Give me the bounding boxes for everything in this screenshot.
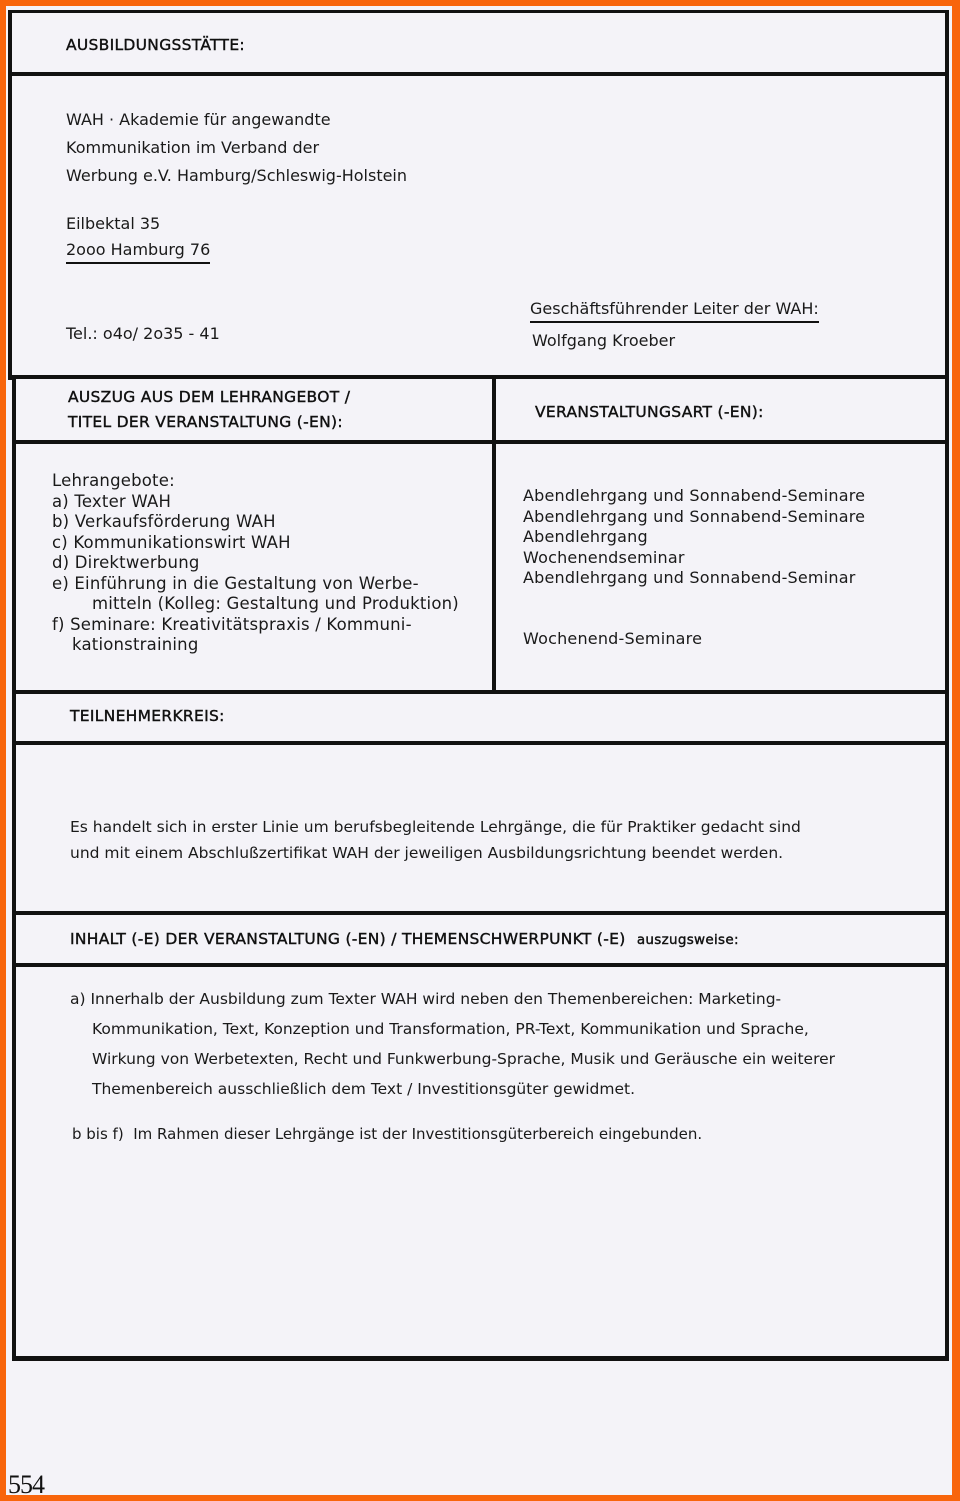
list-item: b) Verkaufsförderung WAH — [52, 512, 276, 531]
list-item: Lehrangebote: — [52, 471, 175, 490]
phone: Tel.: o4o/ 2o35 - 41 — [66, 324, 220, 343]
teilnehmerkreis-text — [70, 814, 801, 866]
list-item: c) Kommunikationswirt WAH — [52, 532, 291, 552]
inhalt-para-b: b bis f) Im Rahmen dieser Lehrgänge ist der Investitionsgüterbereich eingebunden. — [72, 1125, 703, 1143]
list-item: Wochenendseminar — [523, 547, 685, 567]
list-item: d) Direktwerbung — [52, 553, 200, 572]
city-text: 2ooo Hamburg 76 — [66, 240, 210, 264]
list-item: Abendlehrgang und Sonnabend-Seminar — [523, 568, 856, 587]
list-item: e) Einführung in die Gestaltung von Werbe- — [52, 573, 419, 593]
rule-left-outer — [8, 10, 12, 380]
text-line: a) Innerhalb der Ausbildung zum Texter WAH wird neben den Themenbereichen: Marketing- — [70, 990, 782, 1008]
list-item: Abendlehrgang — [523, 527, 648, 546]
inhalt-para-a — [70, 984, 835, 1104]
rule-left-lower — [12, 376, 16, 1361]
street: Eilbektal 35 — [66, 214, 161, 233]
list-item: Abendlehrgang und Sonnabend-Seminare — [523, 486, 866, 505]
rule-middle — [492, 376, 496, 692]
director-name: Wolfgang Kroeber — [532, 331, 676, 350]
list-item: f) Seminare: Kreativitätspraxis / Kommuni- — [52, 614, 412, 634]
inhalt-label-main: INHALT (-E) DER VERANSTALTUNG (-EN) / THEMENSCHWERPUNKT (-E) — [70, 930, 626, 948]
rule-6 — [12, 911, 949, 915]
institution-line: WAH · Akademie für angewandte — [66, 110, 331, 129]
rule-2 — [8, 375, 949, 379]
page-number: 554 — [8, 1470, 44, 1499]
lehrangebot-label-line2: TITEL DER VERANSTALTUNG (-EN): — [68, 413, 343, 431]
rule-1 — [8, 72, 949, 76]
veranstaltungsart-label: VERANSTALTUNGSART (-EN): — [535, 403, 764, 421]
text-line: Themenbereich ausschließlich dem Text / Investitionsgüter gewidmet. — [92, 1080, 635, 1098]
text-line: Wirkung von Werbetexten, Recht und Funkwerbung-Sprache, Musik und Geräusche ein weiterer — [92, 1050, 836, 1068]
lehrangebot-label-line1: AUSZUG AUS DEM LEHRANGEBOT / — [68, 388, 351, 406]
rule-bottom — [12, 1356, 949, 1361]
rule-right-outer — [945, 10, 949, 1360]
list-item: kationstraining — [72, 635, 199, 654]
veranstaltungsart-list — [523, 486, 865, 649]
institution-address — [66, 106, 407, 190]
rule-3 — [12, 440, 949, 444]
ausbildungsstaette-label: AUSBILDUNGSSTÄTTE: — [66, 36, 245, 54]
director-label — [530, 297, 819, 321]
list-item: Wochenend-Seminare — [523, 628, 703, 648]
text-line: Kommunikation, Text, Konzeption und Transformation, PR-Text, Kommunikation und Sprache, — [92, 1020, 809, 1038]
list-item: mitteln (Kolleg: Gestaltung und Produktion) — [92, 594, 459, 613]
teilnehmerkreis-label: TEILNEHMERKREIS: — [70, 707, 225, 725]
rule-5 — [12, 741, 949, 745]
text-line: Es handelt sich in erster Linie um berufsbegleitende Lehrgänge, die für Praktiker gedacht sind — [70, 818, 801, 836]
director-label-text: Geschäftsführender Leiter der WAH: — [530, 299, 819, 323]
list-item: Abendlehrgang und Sonnabend-Seminare — [523, 506, 866, 526]
inhalt-label-suffix: auszugsweise: — [636, 932, 739, 948]
rule-4 — [12, 690, 949, 694]
lehrangebot-list — [52, 471, 459, 656]
inhalt-label — [70, 930, 739, 948]
rule-top — [8, 10, 949, 13]
institution-line: Kommunikation im Verband der — [66, 138, 320, 157]
institution-line: Werbung e.V. Hamburg/Schleswig-Holstein — [66, 166, 408, 185]
rule-7 — [12, 963, 949, 967]
text-line: und mit einem Abschlußzertifikat WAH der jeweiligen Ausbildungsrichtung beendet werden. — [70, 844, 784, 862]
list-item: a) Texter WAH — [52, 491, 172, 511]
city — [66, 238, 210, 262]
